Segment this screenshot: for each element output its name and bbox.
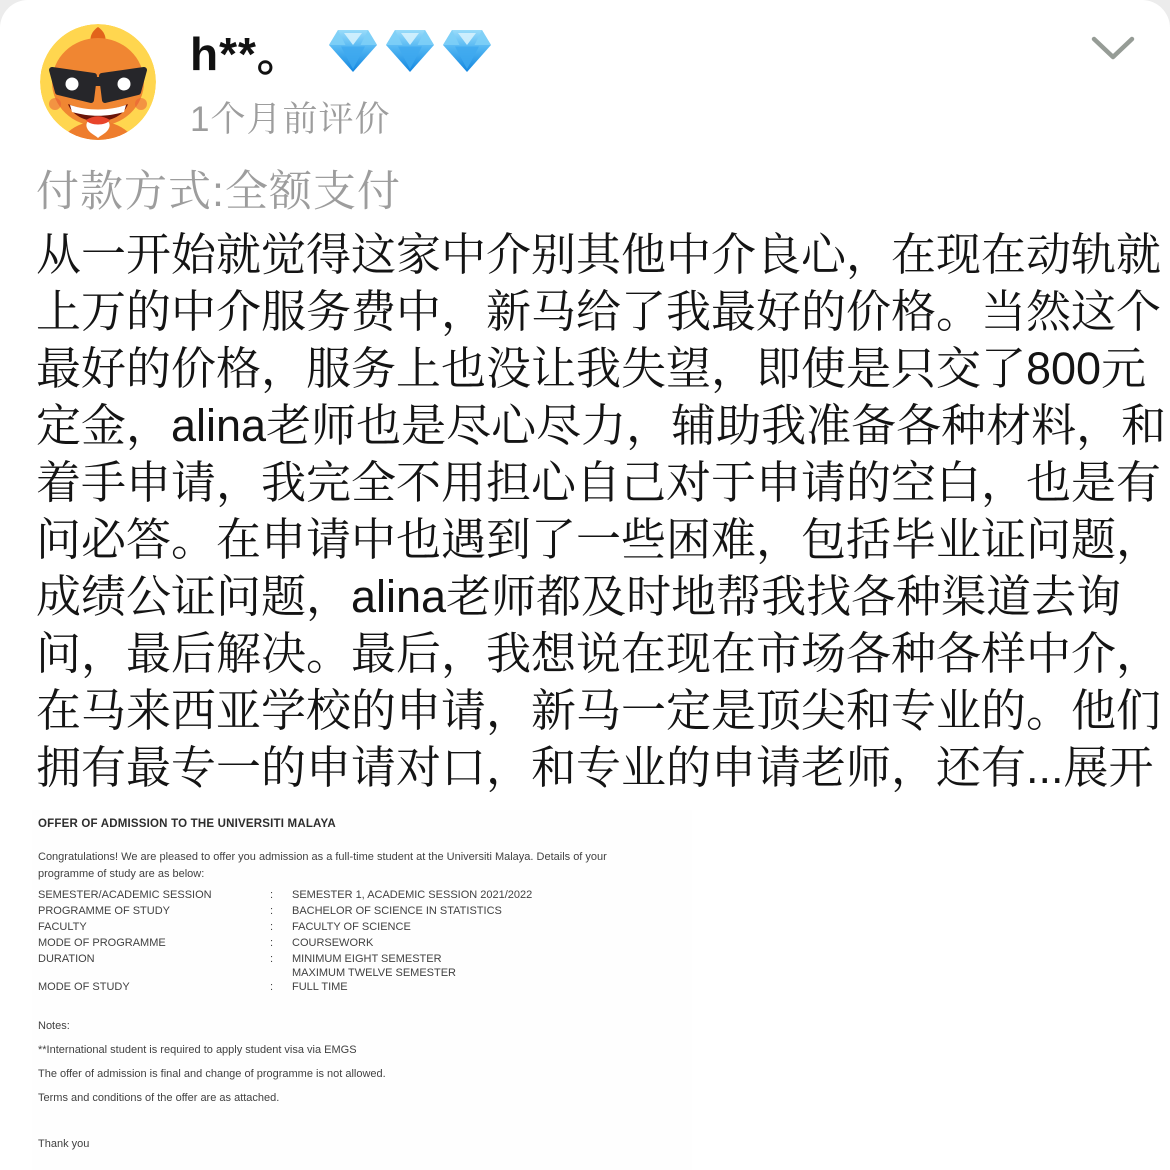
review-text-line: 定金，alina老师也是尽心尽力，辅助我准备各种材料，和 (36, 400, 1167, 451)
notes-heading: Notes: (38, 1020, 70, 1032)
review-text (36, 226, 1167, 796)
closing-line: Thank you (38, 1138, 90, 1150)
detail-value: FULL TIME (292, 981, 348, 993)
member-level-badge (326, 27, 494, 75)
detail-value-line: MAXIMUM TWELVE SEMESTER (292, 967, 457, 979)
table-row: SEMESTER/ACADEMIC SESSION : SEMESTER 1, ACADEMIC SESSION 2021/2022 (38, 887, 692, 903)
note-line: **International student is required to apply student visa via EMGS (38, 1044, 357, 1056)
review-text-line: 着手申请，我完全不用担心自己对于申请的空白，也是有 (36, 457, 1162, 508)
table-row: DURATION : MINIMUM EIGHT SEMESTER MAXIMUM TWELVE SEMESTER (38, 951, 692, 979)
detail-value: BACHELOR OF SCIENCE IN STATISTICS (292, 905, 502, 917)
review-text-line (36, 739, 1154, 796)
payment-method: 付款方式:全额支付 (36, 168, 401, 216)
offer-letter-intro-line: programme of study are as below: (38, 868, 205, 880)
table-row: MODE OF STUDY : FULL TIME (38, 979, 692, 995)
review-text-line: 上万的中介服务费中，新马给了我最好的价格。当然这个 (36, 286, 1162, 337)
detail-label: MODE OF PROGRAMME (38, 937, 166, 949)
review-text-line: 拥有最专一的申请对口，和专业的申请老师，还有... (36, 742, 1064, 793)
detail-label: DURATION (38, 953, 95, 965)
table-row: MODE OF PROGRAMME : COURSEWORK (38, 935, 692, 951)
table-row: PROGRAMME OF STUDY : BACHELOR OF SCIENCE IN STATISTICS (38, 903, 692, 919)
username: h**。 (190, 28, 304, 80)
offer-letter-intro (38, 849, 692, 883)
offer-letter-intro-line: Congratulations! We are pleased to offer you admission as a full-time student at the Universiti Malaya. Details of your (38, 851, 607, 863)
detail-value: SEMESTER 1, ACADEMIC SESSION 2021/2022 (292, 889, 533, 901)
collapse-button[interactable] (1091, 36, 1135, 62)
diamond-icon (326, 27, 380, 75)
detail-value: FACULTY OF SCIENCE (292, 921, 411, 933)
detail-label: MODE OF STUDY (38, 981, 130, 993)
note-line: The offer of admission is final and change of programme is not allowed. (38, 1068, 386, 1080)
review-text-line: 在马来西亚学校的申请，新马一定是顶尖和专业的。他们 (36, 685, 1162, 736)
review-timestamp: 1个月前评价 (190, 100, 391, 139)
review-text-line: 从一开始就觉得这家中介别其他中介良心，在现在动轨就 (36, 229, 1162, 280)
taobao-mascot-avatar (40, 24, 156, 140)
chevron-down-icon (1091, 36, 1135, 62)
detail-value: COURSEWORK (292, 937, 374, 949)
expand-button[interactable]: 展开 (1063, 742, 1154, 793)
offer-details-table (38, 887, 692, 995)
detail-value-line: MINIMUM EIGHT SEMESTER (292, 953, 442, 965)
review-text-line: 成绩公证问题，alina老师都及时地帮我找各种渠道去询 (36, 571, 1122, 622)
review-text-line: 最好的价格，服务上也没让我失望，即使是只交了800元 (36, 343, 1147, 394)
review-text-line: 问必答。在申请中也遇到了一些困难，包括毕业证问题， (36, 514, 1162, 565)
diamond-icon (383, 27, 437, 75)
detail-label: SEMESTER/ACADEMIC SESSION (38, 889, 212, 901)
detail-value (292, 951, 692, 979)
attachment-image[interactable] (32, 810, 692, 1170)
table-row: FACULTY : FACULTY OF SCIENCE (38, 919, 692, 935)
reviewer-info (190, 24, 494, 142)
detail-label: PROGRAMME OF STUDY (38, 905, 171, 917)
detail-label: FACULTY (38, 921, 87, 933)
offer-letter-title: OFFER OF ADMISSION TO THE UNIVERSITI MALAYA (38, 818, 336, 830)
review-text-line: 问，最后解决。最后，我想说在现在市场各种各样中介， (36, 628, 1162, 679)
avatar (40, 24, 156, 140)
offer-letter-document (32, 810, 692, 1152)
review-header (40, 24, 1134, 142)
diamond-icon (440, 27, 494, 75)
note-line: Terms and conditions of the offer are as attached. (38, 1092, 280, 1104)
